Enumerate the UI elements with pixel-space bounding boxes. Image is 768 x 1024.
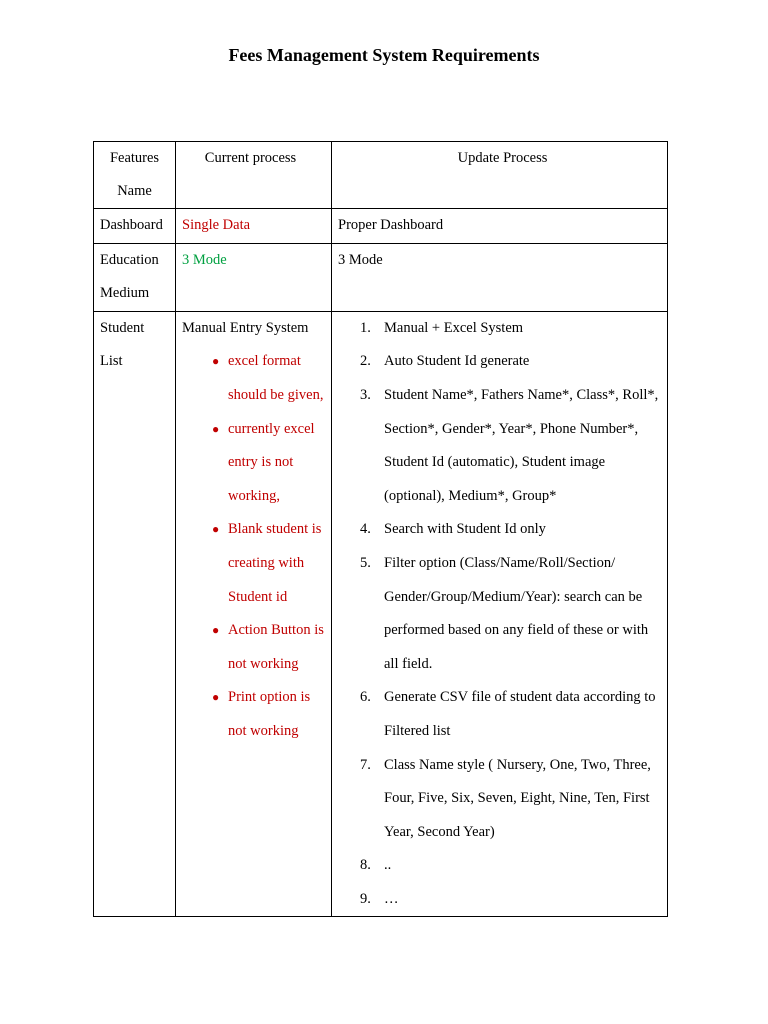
table-header-row	[94, 142, 668, 209]
table-row-dashboard	[94, 209, 668, 244]
table-row-education-medium	[94, 243, 668, 311]
table-row-student-list	[94, 311, 668, 917]
step-text: Student Name*, Fathers Name*, Class*, Roll*, Section*, Gender*, Year*, Phone Number*, Student Id (automatic), Student image (optional), Medium*, Group*	[384, 386, 659, 504]
list-item	[356, 312, 661, 346]
student-update-cell	[332, 311, 668, 917]
dashboard-current-cell: Single Data	[176, 209, 332, 244]
document-title: Fees Management System Requirements	[228, 45, 540, 65]
dashboard-feature-cell: Dashboard	[94, 209, 176, 244]
step-number: 6.	[360, 689, 371, 706]
step-text: Filter option (Class/Name/Roll/Section/ Gender/Group/Medium/Year): search can be performed based on any field of these or with all field.	[384, 554, 649, 672]
bullet-icon: ●	[212, 623, 220, 638]
step-text: ..	[384, 857, 392, 874]
header-features-name: Features Name	[94, 142, 176, 209]
step-text: Generate CSV file of student data according to Filtered list	[384, 689, 656, 739]
step-text: Manual + Excel System	[384, 319, 524, 336]
step-number: 1.	[360, 319, 371, 336]
list-item	[356, 379, 661, 513]
bullet-icon: ●	[212, 421, 220, 436]
step-text: Auto Student Id generate	[384, 353, 530, 370]
issue-text: excel format should be given,	[228, 353, 324, 403]
list-item	[356, 513, 661, 547]
education-current-cell: 3 Mode	[176, 243, 332, 311]
step-text: …	[384, 890, 399, 907]
header-update-process: Update Process	[332, 142, 668, 209]
header-current-process: Current process	[176, 142, 332, 209]
current-issues-list	[182, 345, 325, 748]
student-feature-cell: Student List	[94, 311, 176, 917]
list-item	[202, 513, 325, 614]
step-number: 8.	[360, 857, 371, 874]
step-number: 2.	[360, 353, 371, 370]
step-number: 4.	[360, 521, 371, 538]
list-item	[202, 614, 325, 681]
list-item	[356, 883, 661, 917]
requirements-table	[93, 141, 668, 917]
list-item	[202, 413, 325, 514]
step-number: 3.	[360, 386, 371, 403]
step-number: 9.	[360, 890, 371, 907]
list-item	[356, 547, 661, 681]
education-update-cell: 3 Mode	[332, 243, 668, 311]
step-text: Class Name style ( Nursery, One, Two, Three, Four, Five, Six, Seven, Eight, Nine, Ten, First Year, Second Year)	[384, 756, 651, 840]
list-item	[202, 681, 325, 748]
step-text: Search with Student Id only	[384, 521, 546, 538]
bullet-icon: ●	[212, 522, 220, 537]
issue-text: Action Button is not working	[228, 622, 324, 672]
bullet-icon: ●	[212, 690, 220, 705]
student-current-title: Manual Entry System	[182, 319, 309, 336]
list-item	[356, 749, 661, 850]
list-item	[356, 849, 661, 883]
dashboard-update-cell: Proper Dashboard	[332, 209, 668, 244]
update-steps-list	[338, 312, 661, 917]
list-item	[356, 345, 661, 379]
step-number: 5.	[360, 554, 371, 571]
list-item	[356, 681, 661, 748]
education-feature-cell: Education Medium	[94, 243, 176, 311]
step-number: 7.	[360, 756, 371, 773]
issue-text: currently excel entry is not working,	[228, 420, 315, 504]
issue-text: Blank student is creating with Student id	[228, 521, 322, 605]
student-current-cell	[176, 311, 332, 917]
issue-text: Print option is not working	[228, 689, 311, 739]
list-item	[202, 345, 325, 412]
bullet-icon: ●	[212, 354, 220, 369]
